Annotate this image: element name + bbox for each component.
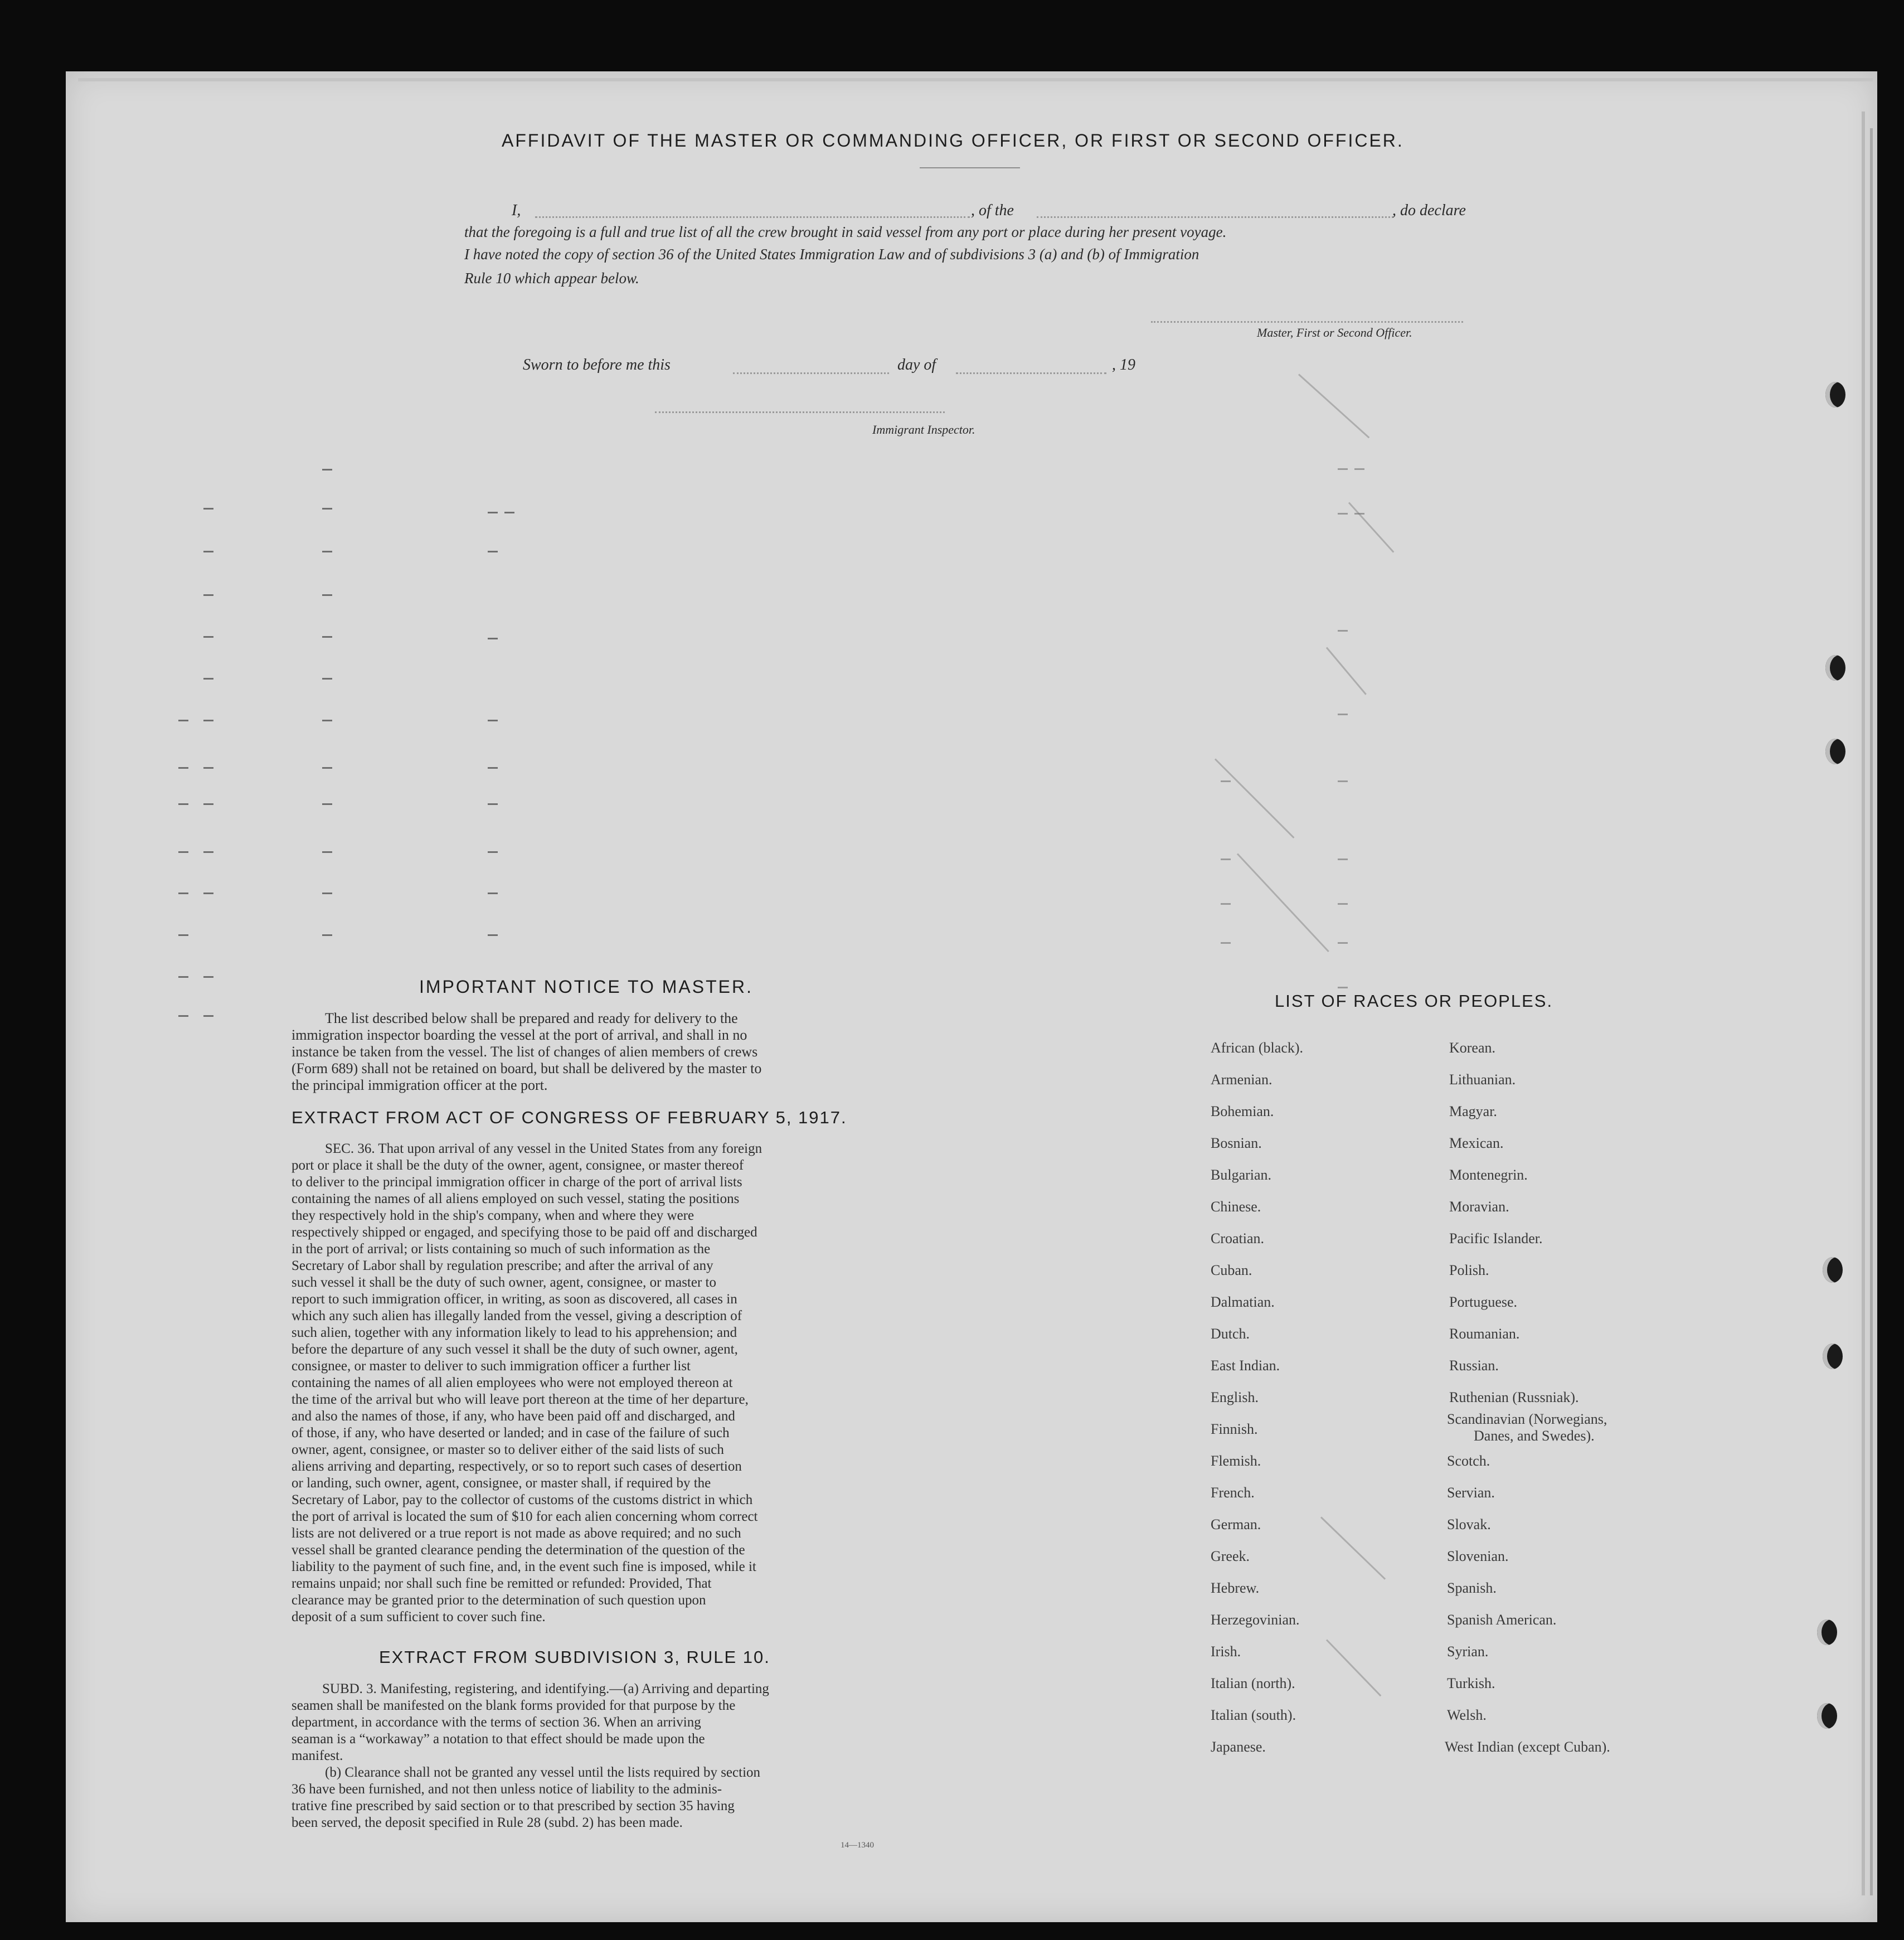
day-of-label: day of <box>897 356 936 374</box>
bleed-dash <box>203 851 213 853</box>
race-right-item: Roumanian. <box>1449 1326 1520 1342</box>
race-left-item: English. <box>1211 1389 1259 1405</box>
bleed-dash <box>1338 987 1348 988</box>
binder-hole-7 <box>1817 1703 1837 1729</box>
affidavit-do-declare-label: , do declare <box>1392 202 1466 219</box>
race-right-item: Russian. <box>1449 1357 1499 1374</box>
race-right-item: Montenegrin. <box>1449 1167 1528 1183</box>
rule-line: seamen shall be manifested on the blank forms provided for that purpose by the <box>292 1698 736 1713</box>
act-line: port or place it shall be the duty of the owner, agent, consignee, or master thereof <box>292 1158 744 1173</box>
binder-hole-3 <box>1825 739 1845 764</box>
races-title: LIST OF RACES OR PEOPLES. <box>1275 991 1553 1011</box>
act-line: deposit of a sum sufficient to cover such fine. <box>292 1609 546 1624</box>
race-right-item: Mexican. <box>1449 1135 1504 1151</box>
race-left-item: Flemish. <box>1211 1453 1261 1469</box>
bleed-dash <box>488 851 498 853</box>
race-left-item: Greek. <box>1211 1548 1250 1564</box>
race-left-item: German. <box>1211 1516 1261 1532</box>
act-line: or landing, such owner, agent, consignee, or master shall, if required by the <box>292 1476 711 1491</box>
bleed-dash <box>322 851 332 853</box>
act-line: Secretary of Labor, pay to the collector of customs of the customs district in which <box>292 1492 753 1507</box>
act-line: in the port of arrival; or lists containing so much of such information as the <box>292 1241 711 1257</box>
act-line: the port of arrival is located the sum of $10 for each alien concerning whom correct <box>292 1509 758 1524</box>
extract-act-body <box>292 1141 915 1626</box>
rule-line: 36 have been furnished, and not then unless notice of liability to the adminis- <box>292 1782 722 1797</box>
race-right-item: Polish. <box>1449 1262 1489 1278</box>
race-left-item: Italian (north). <box>1211 1675 1295 1691</box>
page-edge-right <box>1862 111 1865 1895</box>
race-left-item: Croatian. <box>1211 1230 1265 1247</box>
race-right-item: Servian. <box>1447 1485 1495 1501</box>
affidavit-title: AFFIDAVIT OF THE MASTER OR COMMANDING OFFICER, OR FIRST OR SECOND OFFICER. <box>502 130 1404 151</box>
bleed-dash <box>322 469 332 471</box>
race-right-item: Slovenian. <box>1447 1548 1509 1564</box>
act-line: and also the names of those, if any, who have been paid off and discharged, and <box>292 1409 735 1424</box>
bleed-dash <box>322 720 332 721</box>
bleed-dash <box>322 767 332 769</box>
bleed-dash <box>1338 468 1348 470</box>
act-line: the time of the arrival but who will leave port thereon at the time of her departure, <box>292 1392 749 1407</box>
affidavit-body-line-1: that the foregoing is a full and true list of all the crew brought in said vessel from any port or place during her present voyage. <box>464 224 1227 240</box>
act-line: such alien, together with any information likely to lead to his apprehension; and <box>292 1325 737 1340</box>
act-line: such vessel it shall be the duty of such owner, agent, consignee, or master to <box>292 1275 716 1290</box>
notice-line: immigration inspector boarding the vessel at the port of arrival, and shall in no <box>292 1027 747 1043</box>
bleed-dash <box>1338 780 1348 782</box>
race-left-item: Bohemian. <box>1211 1103 1274 1119</box>
act-line: they respectively hold in the ship's company, when and where they were <box>292 1208 694 1223</box>
binder-hole-2 <box>1825 655 1845 681</box>
bleed-dash <box>203 594 213 596</box>
act-line: Secretary of Labor shall by regulation prescribe; and after the arrival of any <box>292 1258 713 1273</box>
act-line: of those, if any, who have deserted or landed; and in case of the failure of such <box>292 1425 730 1441</box>
bleed-dash <box>1354 468 1364 470</box>
bleed-dash <box>1221 942 1231 944</box>
bleed-dash <box>488 767 498 769</box>
year-label: , 19 <box>1112 356 1135 374</box>
bleed-dash <box>322 594 332 596</box>
bleed-dash <box>203 803 213 805</box>
race-left-item: Chinese. <box>1211 1199 1261 1215</box>
race-left-item: Dalmatian. <box>1211 1294 1275 1310</box>
race-left-item: French. <box>1211 1485 1255 1501</box>
rule-line: (b) Clearance shall not be granted any vessel until the lists required by section <box>325 1765 761 1780</box>
race-right-item: Scandinavian (Norwegians, <box>1447 1411 1607 1427</box>
race-left-item: Armenian. <box>1211 1071 1272 1088</box>
act-line: containing the names of all aliens employed on such vessel, stating the positions <box>292 1191 740 1206</box>
race-right-item: Moravian. <box>1449 1199 1509 1215</box>
race-right-item: Magyar. <box>1449 1103 1497 1119</box>
binder-hole-5 <box>1823 1344 1843 1369</box>
master-name-field[interactable] <box>535 216 970 218</box>
act-line: remains unpaid; nor shall such fine be remitted or refunded: Provided, That <box>292 1576 712 1591</box>
bleed-dash <box>203 976 213 978</box>
binder-hole-4 <box>1823 1257 1843 1283</box>
bleed-dash <box>488 638 498 639</box>
bleed-dash <box>178 851 188 853</box>
notice-body <box>292 1010 915 1094</box>
bleed-dash <box>1221 859 1231 860</box>
sworn-month-field[interactable] <box>956 372 1106 374</box>
form-number: 14—1340 <box>841 1841 874 1850</box>
bleed-dash <box>1221 903 1231 905</box>
bleed-dash <box>203 893 213 894</box>
binder-hole-6 <box>1817 1619 1837 1645</box>
bleed-dash <box>322 678 332 680</box>
signature-caption: Master, First or Second Officer. <box>1257 326 1412 340</box>
affidavit-title-rule <box>920 167 1020 168</box>
form-page <box>66 71 1877 1922</box>
race-right-item: West Indian (except Cuban). <box>1445 1739 1610 1755</box>
race-left-item: Bulgarian. <box>1211 1167 1272 1183</box>
act-line: lists are not delivered or a true report is not made as above required; and no such <box>292 1526 741 1541</box>
race-right-item: Pacific Islander. <box>1449 1230 1543 1247</box>
bleed-dash <box>488 720 498 721</box>
bleed-dash <box>178 1015 188 1017</box>
race-left-item: African (black). <box>1211 1040 1304 1056</box>
bleed-dash <box>322 551 332 552</box>
race-left-item: Finnish. <box>1211 1421 1258 1437</box>
bleed-dash <box>203 678 213 680</box>
bleed-dash <box>203 767 213 769</box>
notice-title: IMPORTANT NOTICE TO MASTER. <box>419 977 753 997</box>
extract-rule-title: EXTRACT FROM SUBDIVISION 3, RULE 10. <box>379 1647 770 1667</box>
bleed-dash <box>488 512 498 513</box>
rule-line: trative fine prescribed by said section or to that prescribed by section 35 having <box>292 1798 735 1813</box>
race-left-item: Cuban. <box>1211 1262 1252 1278</box>
act-line: vessel shall be granted clearance pending the determination of the question of the <box>292 1543 745 1558</box>
act-line: containing the names of all alien employees who were not employed thereon at <box>292 1375 733 1390</box>
act-line: aliens arriving and departing, respectively, or so to report such cases of desertion <box>292 1459 742 1474</box>
bleed-dash <box>322 893 332 894</box>
act-line: to deliver to the principal immigration officer in charge of the port of arrival lists <box>292 1175 742 1190</box>
vessel-name-field[interactable] <box>1037 216 1393 218</box>
affidavit-body-line-3: Rule 10 which appear below. <box>464 270 639 287</box>
bleed-dash <box>178 767 188 769</box>
race-left-item: Hebrew. <box>1211 1580 1260 1596</box>
race-left-item: East Indian. <box>1211 1357 1280 1374</box>
race-left-item: Italian (south). <box>1211 1707 1296 1723</box>
bleed-dash <box>488 934 498 936</box>
race-right-item: Korean. <box>1449 1040 1496 1056</box>
bleed-dash <box>322 934 332 936</box>
signature-field[interactable] <box>1151 321 1463 323</box>
race-right-item: Turkish. <box>1447 1675 1495 1691</box>
sworn-day-field[interactable] <box>733 372 889 374</box>
rule-line: SUBD. 3. Manifesting, registering, and identifying.—(a) Arriving and departing <box>322 1681 769 1696</box>
act-line: consignee, or master to deliver to such immigration officer a further list <box>292 1359 691 1374</box>
act-line: before the departure of any such vessel it shall be the duty of such owner, agent, <box>292 1342 738 1357</box>
page-edge-top <box>78 78 1873 81</box>
bleed-dash <box>178 976 188 978</box>
race-left-item: Irish. <box>1211 1643 1241 1660</box>
bleed-dash <box>322 803 332 805</box>
act-line: which any such alien has illegally landed from the vessel, giving a description of <box>292 1308 742 1323</box>
bleed-dash <box>178 893 188 894</box>
bleed-dash <box>203 636 213 638</box>
bleed-dash <box>1338 630 1348 632</box>
sworn-label: Sworn to before me this <box>523 356 671 374</box>
affidavit-i-label: I, <box>512 202 521 219</box>
race-right-item: Portuguese. <box>1449 1294 1518 1310</box>
binder-hole-1 <box>1825 382 1845 408</box>
race-right-item-cont: Danes, and Swedes). <box>1474 1428 1595 1444</box>
race-right-item: Ruthenian (Russniak). <box>1449 1389 1579 1405</box>
race-right-item: Syrian. <box>1447 1643 1489 1660</box>
race-right-item: Spanish American. <box>1447 1612 1557 1628</box>
inspector-signature-field[interactable] <box>655 411 945 413</box>
rule-line: been served, the deposit specified in Rule 28 (subd. 2) has been made. <box>292 1815 683 1830</box>
race-right-item: Scotch. <box>1447 1453 1490 1469</box>
page-edge-right-2 <box>1870 128 1873 1895</box>
bleed-dash <box>178 934 188 936</box>
act-line: owner, agent, consignee, or master so to deliver either of the said lists of such <box>292 1442 724 1457</box>
notice-line: (Form 689) shall not be retained on board, but shall be delivered by the master to <box>292 1060 762 1076</box>
extract-act-title: EXTRACT FROM ACT OF CONGRESS OF FEBRUARY 5, 1917. <box>292 1108 847 1127</box>
bleed-dash <box>1338 903 1348 905</box>
act-line: report to such immigration officer, in writing, as soon as discovered, all cases in <box>292 1292 737 1307</box>
act-line: SEC. 36. That upon arrival of any vessel in the United States from any foreign <box>325 1141 762 1156</box>
rule-line: seaman is a “workaway” a notation to that effect should be made upon the <box>292 1732 705 1747</box>
bleed-dash <box>322 636 332 638</box>
bleed-dash <box>1338 859 1348 860</box>
race-left-item: Japanese. <box>1211 1739 1266 1755</box>
race-left-item: Bosnian. <box>1211 1135 1262 1151</box>
bleed-dash <box>1221 780 1231 782</box>
bleed-dash <box>504 512 514 513</box>
bleed-dash <box>488 893 498 894</box>
race-right-item: Spanish. <box>1447 1580 1497 1596</box>
inspector-caption: Immigrant Inspector. <box>872 423 975 437</box>
affidavit-of-the-label: , of the <box>971 202 1014 219</box>
bleed-dash <box>488 551 498 552</box>
bleed-dash <box>1338 513 1348 515</box>
act-line: respectively shipped or engaged, and specifying those to be paid off and discharged <box>292 1225 757 1240</box>
bleed-dash <box>178 720 188 721</box>
notice-line: The list described below shall be prepared and ready for delivery to the <box>325 1010 738 1026</box>
race-right-item: Welsh. <box>1447 1707 1487 1723</box>
bleed-dash <box>203 551 213 552</box>
bleed-dash <box>203 508 213 510</box>
notice-line: the principal immigration officer at the port. <box>292 1077 548 1093</box>
race-right-item: Lithuanian. <box>1449 1071 1516 1088</box>
race-left-item: Herzegovinian. <box>1211 1612 1300 1628</box>
bleed-dash <box>203 1015 213 1017</box>
extract-rule-body <box>292 1681 915 1831</box>
bleed-dash <box>178 803 188 805</box>
bleed-dash <box>322 508 332 510</box>
bleed-dash <box>203 720 213 721</box>
rule-line: manifest. <box>292 1748 343 1763</box>
act-line: clearance may be granted prior to the determination of such question upon <box>292 1593 706 1608</box>
notice-line: instance be taken from the vessel. The list of changes of alien members of crews <box>292 1044 758 1060</box>
bleed-dash <box>488 803 498 805</box>
race-left-item: Dutch. <box>1211 1326 1250 1342</box>
affidavit-body-line-2: I have noted the copy of section 36 of the United States Immigration Law and of subdivisions 3 (a) and (b) of Immigration <box>464 246 1199 263</box>
rule-line: department, in accordance with the terms of section 36. When an arriving <box>292 1715 701 1730</box>
bleed-dash <box>1338 714 1348 715</box>
race-right-item: Slovak. <box>1447 1516 1491 1532</box>
act-line: liability to the payment of such fine, and, in the event such fine is imposed, while it <box>292 1559 756 1574</box>
bleed-dash <box>1338 942 1348 944</box>
